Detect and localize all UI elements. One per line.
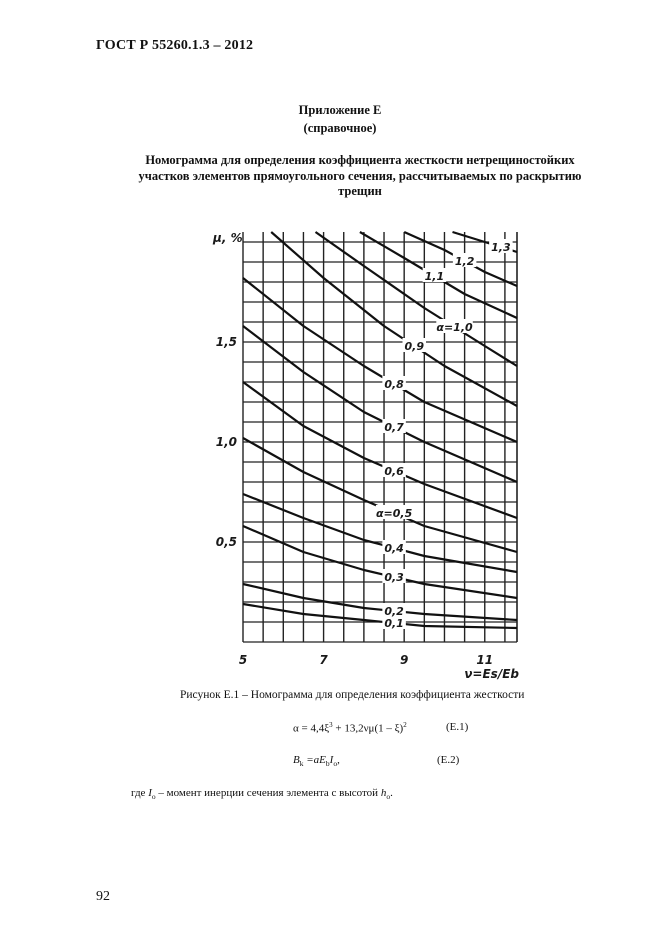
formula-e1 <box>293 721 407 735</box>
nomogram-figure <box>205 222 535 687</box>
appendix-heading <box>95 153 625 200</box>
formula-part: , <box>337 754 340 766</box>
note-subscript: o <box>386 792 391 802</box>
formula-subscript: o <box>333 759 338 769</box>
curve-label: 0,2 <box>384 605 404 618</box>
curve-label: 0,6 <box>384 465 404 478</box>
alpha-curve <box>243 604 517 628</box>
curve-label: 0,8 <box>384 378 404 391</box>
formula-e2-number: (Е.2) <box>437 754 460 766</box>
x-tick-label: 5 <box>238 653 248 667</box>
definition-note <box>131 787 393 801</box>
curve-label: 1,1 <box>424 270 445 283</box>
alpha-curve <box>243 326 517 482</box>
note-lead: где <box>131 787 149 799</box>
formula-subscript: b <box>325 759 330 769</box>
curve-label: α=1,0 <box>436 321 473 334</box>
nomogram-chart <box>205 222 535 682</box>
curve-label: 0,9 <box>404 340 424 353</box>
alpha-curve <box>243 438 517 552</box>
formula-subscript: k <box>299 759 304 769</box>
formula-e2 <box>293 754 340 768</box>
note-symbol: I <box>148 787 152 799</box>
formula-exponent: 2 <box>403 721 407 729</box>
note-end: . <box>390 787 393 799</box>
formula-symbol: I <box>329 754 334 766</box>
curve-label: α=0,5 <box>375 507 413 520</box>
curve-label: 0,4 <box>384 542 404 555</box>
x-axis-label: ν=Es/Eb <box>464 667 519 681</box>
curve-label: 0,1 <box>384 617 404 630</box>
alpha-curve <box>243 278 517 442</box>
appendix-title: Приложение Е <box>298 103 382 117</box>
formula-symbol: B <box>293 754 300 766</box>
x-tick-label: 11 <box>476 653 494 667</box>
note-subscript: o <box>151 792 156 802</box>
curve-label: 1,3 <box>491 241 511 254</box>
heading-line: участков элементов прямоугольного сечения, рассчитываемых по раскрытию <box>138 168 582 183</box>
y-tick-label: 1,0 <box>215 435 237 449</box>
heading-line: трещин <box>338 184 382 198</box>
heading-line: Номограмма для определения коэффициента жесткости нетрещиностойких <box>145 153 575 167</box>
formula-part: + 13,2νμ(1 – ξ) <box>332 722 404 735</box>
document-id: ГОСТ Р 55260.1.3 – 2012 <box>96 38 254 53</box>
note-text: – момент инерции сечения элемента с высотой <box>155 787 381 799</box>
formula-symbol: =aE <box>303 754 326 766</box>
formula-exponent: 3 <box>329 721 333 729</box>
formula-part: α = 4,4ξ <box>293 722 330 735</box>
figure-caption: Рисунок Е.1 – Номограмма для определения коэффициента жесткости <box>180 689 525 701</box>
formula-e1-number: (Е.1) <box>446 721 469 733</box>
curve-label: 0,3 <box>384 571 404 584</box>
x-tick-label: 7 <box>319 653 328 667</box>
y-axis-label: μ, % <box>213 231 243 245</box>
appendix-subtitle: (справочное) <box>303 121 377 135</box>
curve-label: 0,7 <box>384 421 404 434</box>
note-symbol: h <box>380 787 387 799</box>
y-tick-label: 0,5 <box>215 535 237 549</box>
x-tick-label: 9 <box>399 653 409 667</box>
page-number: 92 <box>96 889 110 904</box>
y-tick-label: 1,5 <box>215 335 237 349</box>
curve-label: 1,2 <box>454 255 475 268</box>
